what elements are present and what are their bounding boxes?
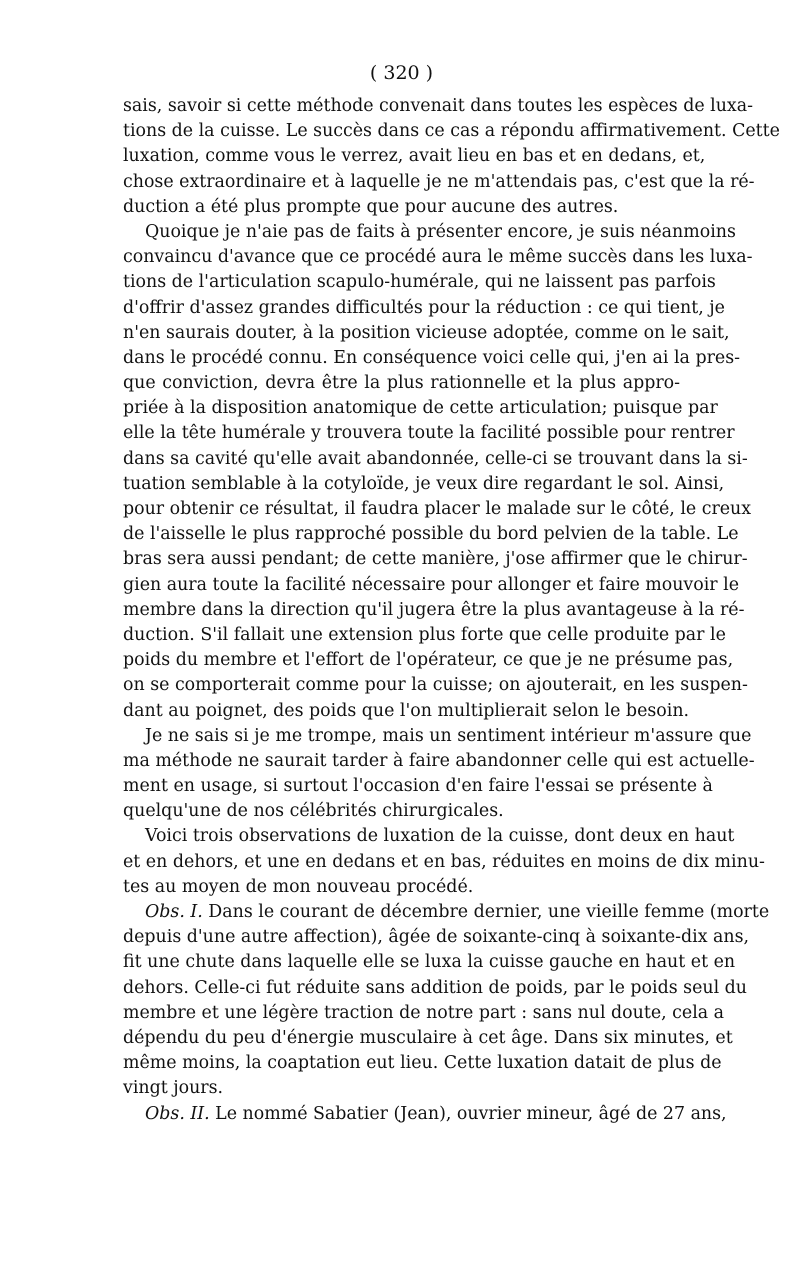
paragraph: [123, 824, 765, 900]
text-line: que conviction, devra être la plus rationnelle et la plus appro-: [123, 373, 680, 394]
text-line: même moins, la coaptation eut lieu. Cette luxation datait de plus de: [123, 1053, 722, 1074]
text-line: duction a été plus prompte que pour aucune des autres.: [123, 196, 619, 217]
text-line: Voici trois observations de luxation de la cuisse, dont deux en haut: [145, 826, 735, 847]
paragraph: [123, 724, 755, 825]
text-line: membre et une légère traction de notre part : sans nul doute, cela a: [123, 1002, 725, 1023]
text-line: gien aura toute la facilité nécessaire pour allonger et faire mouvoir le: [123, 574, 739, 595]
text-line: dehors. Celle-ci fut réduite sans addition de poids, par le poids seul du: [123, 977, 747, 998]
text-line: membre dans la direction qu'il jugera être la plus avantageuse à la ré-: [123, 599, 745, 620]
text-line: Je ne sais si je me trompe, mais un sentiment intérieur m'assure que: [145, 725, 752, 746]
page-number: ( 320 ): [369, 62, 434, 84]
text-line: tions de la cuisse. Le succès dans ce cas a répondu affirmativement. Cette: [123, 121, 780, 142]
text-line: luxation, comme vous le verrez, avait lieu en bas et en dedans, et,: [123, 146, 706, 167]
text-line: dépendu du peu d'énergie musculaire à cet âge. Dans six minutes, et: [123, 1027, 733, 1048]
observation-paragraph: [123, 900, 770, 1102]
text-line: duction. S'il fallait une extension plus forte que celle produite par le: [123, 624, 726, 645]
document-page: [123, 58, 780, 1127]
paragraph: [123, 220, 753, 724]
text-line-content: Dans le courant de décembre dernier, une vieille femme (morte: [202, 902, 770, 922]
text-line: on se comporterait comme pour la cuisse; on ajouterait, en les suspen-: [123, 675, 748, 696]
text-line: dans sa cavité qu'elle avait abandonnée, celle-ci se trouvant dans la si-: [123, 448, 748, 469]
text-line: fit une chute dans laquelle elle se luxa la cuisse gauche en haut et en: [123, 952, 736, 973]
text-line: dant au poignet, des poids que l'on multiplierait selon le besoin.: [123, 700, 690, 721]
observation-label: Obs. I.: [145, 902, 203, 922]
text-line: elle la tête humérale y trouvera toute la facilité possible pour rentrer: [123, 423, 735, 444]
text-line-content: Le nommé Sabatier (Jean), ouvrier mineur, âgé de 27 ans,: [209, 1103, 727, 1124]
observation-label: Obs. II.: [145, 1103, 210, 1124]
text-line: ma méthode ne saurait tarder à faire abandonner celle qui est actuelle-: [123, 750, 755, 771]
text-line: tions de l'articulation scapulo-humérale, qui ne laissent pas parfois: [123, 272, 716, 293]
text-line: chose extraordinaire et à laquelle je ne m'attendais pas, c'est que la ré-: [123, 171, 755, 192]
text-line: dans le procédé connu. En conséquence voici celle qui, j'en ai la pres-: [123, 347, 740, 368]
text-line: [123, 1102, 727, 1127]
text-line: d'offrir d'assez grandes difficultés pour la réduction : ce qui tient, je: [123, 297, 725, 318]
text-line: de l'aisselle le plus rapproché possible du bord pelvien de la table. Le: [123, 524, 739, 545]
observation-paragraph: [123, 1102, 727, 1127]
text-line: n'en saurais douter, à la position vicieuse adoptée, comme on le sait,: [123, 322, 730, 343]
text-line: tes au moyen de mon nouveau procédé.: [123, 876, 474, 897]
text-line: tuation semblable à la cotyloïde, je veux dire regardant le sol. Ainsi,: [123, 473, 725, 494]
text-line: Quoique je n'aie pas de faits à présenter encore, je suis néanmoins: [145, 221, 736, 242]
text-line: poids du membre et l'effort de l'opérateur, ce que je ne présume pas,: [123, 650, 734, 671]
text-line: depuis d'une autre affection), âgée de soixante-cinq à soixante-dix ans,: [123, 927, 750, 948]
text-line: [123, 900, 770, 925]
text-line: priée à la disposition anatomique de cette articulation; puisque par: [123, 398, 718, 419]
text-line: pour obtenir ce résultat, il faudra placer le malade sur le côté, le creux: [123, 499, 752, 519]
text-line: vingt jours.: [123, 1078, 224, 1099]
text-line: et en dehors, et une en dedans et en bas, réduites en moins de dix minu-: [123, 851, 765, 872]
paragraph: [123, 94, 780, 220]
text-line: bras sera aussi pendant; de cette manière, j'ose affirmer que le chirur-: [123, 549, 748, 570]
text-line: ment en usage, si surtout l'occasion d'en faire l'essai se présente à: [123, 776, 713, 797]
text-line: convaincu d'avance que ce procédé aura le même succès dans les luxa-: [123, 247, 753, 268]
text-line: quelqu'une de nos célébrités chirurgicales.: [123, 801, 504, 822]
text-line: sais, savoir si cette méthode convenait dans toutes les espèces de luxa-: [123, 96, 753, 116]
